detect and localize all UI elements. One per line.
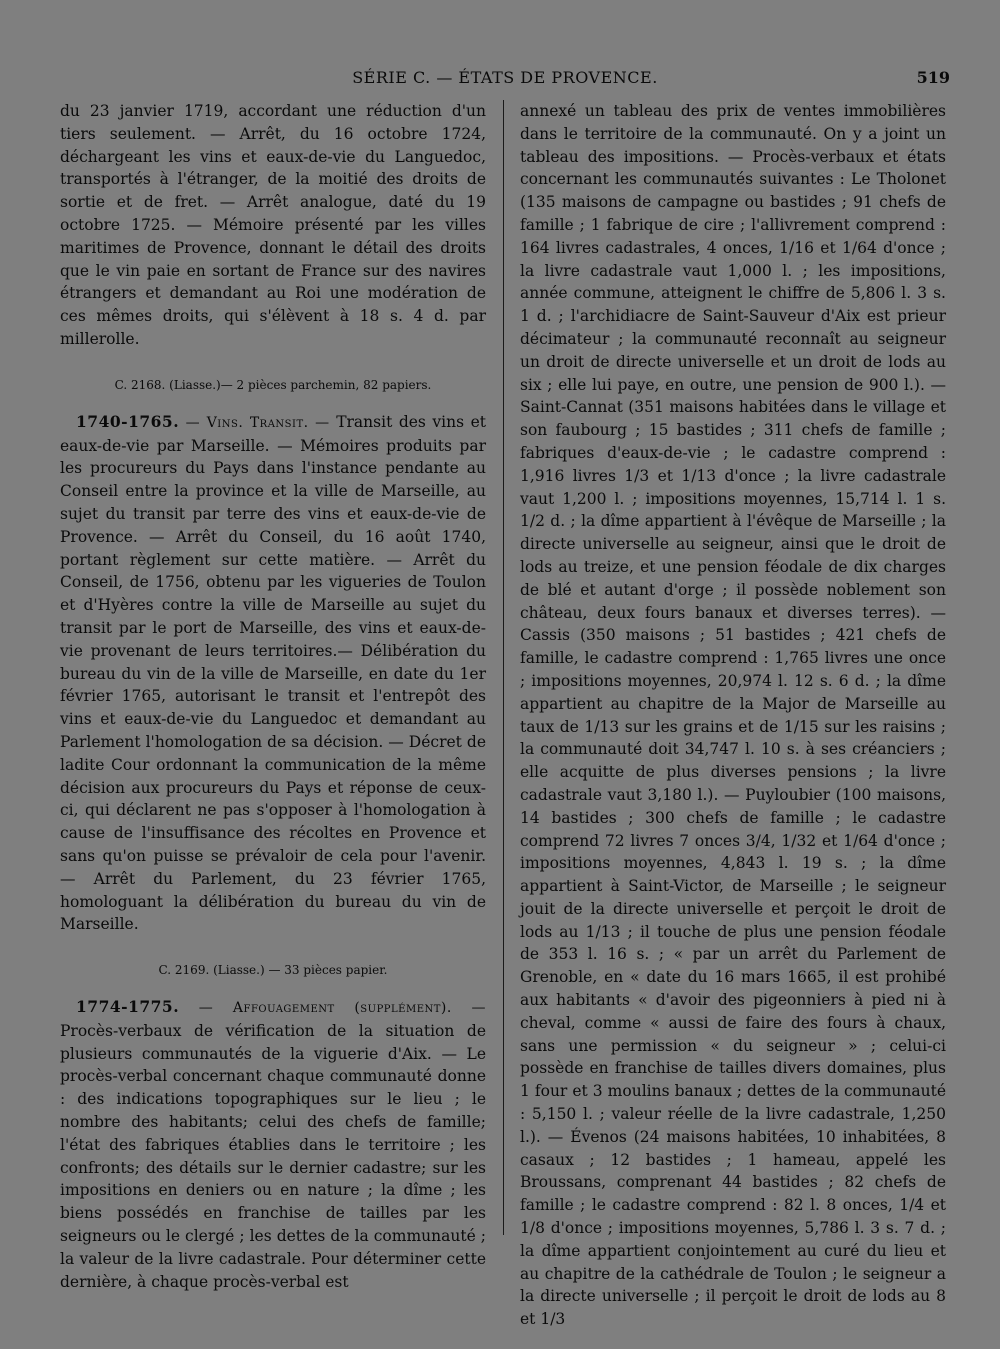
entry-text: Procès-verbaux de vérification de la situation de plusieurs communautés de la viguerie d'Aix. — Le procès-verbal concernant chaque communauté donne : des indications topographiques sur le lieu ; le nombre des habitants; celui des chefs de famille; l'état des fabriques établies dans le territoire ; les confronts; des détails sur le dernier cadastre; sur les impositions en deniers ou en nature ; la dîme ; les biens possédés en franchise de tailles par les seigneurs ou le clergé ; les dettes de la communauté ; la valeur de la livre cadastrale. Pour déterminer cette dernière, à chaque procès-verbal est <box>60 1021 486 1291</box>
entry-title: — Affouagement (supplément). — <box>198 1000 486 1017</box>
entry-title: — Vins. Transit. — <box>185 414 330 431</box>
page-header <box>60 68 950 96</box>
left-column <box>60 100 486 1293</box>
entry-paragraph <box>60 996 486 1293</box>
column-divider <box>503 100 504 1235</box>
continued-paragraph: annexé un tableau des prix de ventes immobilières dans le territoire de la communauté. On y a joint un tableau des impositions. — Procès-verbaux et états concernant les communautés suivantes : Le Tholonet (135 maisons de campagne ou bastides ; 91 chefs de famille ; 1 fabrique de cire ; l'allivrement comprend : 164 livres cadastrales, 4 onces, 1/16 et 1/64 d'once ; la livre cadastrale vaut 1,000 l. ; les impositions, année commune, atteignent le chiffre de 5,806 l. 3 s. 1 d. ; l'archidiacre de Saint-Sauveur d'Aix est prieur décimateur ; la communauté reconnaît au seigneur un droit de directe universelle et un droit de lods au six ; elle lui paye, en outre, une pension de 900 l.). — Saint-Cannat (351 maisons habitées dans le village et son faubourg ; 15 bastides ; 311 chefs de famille ; fabriques d'eaux-de-vie ; le cadastre comprend : 1,916 livres 1/3 et 1/13 d'once ; la livre cadastrale vaut 1,200 l. ; impositions moyennes, 15,714 l. 1 s. 1/2 d. ; la dîme appartient à l'évêque de Marseille ; la directe universelle au seigneur, ainsi que le droit de lods au treize, et une pension féodale de dix charges de blé et autant d'orge ; il possède noblement son château, deux fours banaux et diverses terres). — Cassis (350 maisons ; 51 bastides ; 421 chefs de famille, le cadastre comprend : 1,765 livres une once ; impositions moyennes, 20,974 l. 12 s. 6 d. ; la dîme appartient au chapitre de la Major de Marseille au taux de 1/13 sur les grains et de 1/15 sur les raisins ; la communauté doit 34,747 l. 10 s. à ses créanciers ; elle acquitte de plus diverses pensions ; la livre cadastrale vaut 3,180 l.). — Puyloubier (100 maisons, 14 bastides ; 300 chefs de famille ; le cadastre comprend 72 livres 7 onces 3/4, 1/32 et 1/64 d'once ; impositions moyennes, 4,843 l. 19 s. ; la dîme appartient à Saint-Victor, de Marseille ; le seigneur jouit de la directe universelle et perçoit le droit de lods au 1/13 ; il touche de plus une pension féodale de 353 l. 16 s. ; « par un arrêt du Parlement de Grenoble, en « date du 16 mars 1665, il est prohibé aux habitants « d'avoir des pigeonniers à pied ni à cheval, comme « aussi de faire des fours à chaux, sans une permission « du seigneur » ; celui-ci possède en franchise de tailles divers domaines, plus 1 four et 3 moulins banaux ; dettes de la communauté : 5,150 l. ; valeur réelle de la livre cadastrale, 1,250 l.). — Évenos (24 maisons habitées, 10 inhabitées, 8 casaux ; 12 bastides ; 1 hameau, appelé les Broussans, comprenant 44 bastides ; 82 chefs de famille ; le cadastre comprend : 82 l. 8 onces, 1/4 et 1/8 d'once ; impositions moyennes, 5,786 l. 3 s. 7 d. ; la dîme appartient conjointement au curé du lieu et au chapitre de la cathédrale de Toulon ; le seigneur a la directe universelle ; il perçoit le droit de lods au 8 et 1/3 <box>520 102 946 1329</box>
running-title: SÉRIE C. — ÉTATS DE PROVENCE. <box>352 68 658 87</box>
archive-reference: C. 2168. (Liasse.)— 2 pièces parchemin, 82 papiers. <box>114 377 432 392</box>
entry-1774-1775 <box>60 996 486 1293</box>
entry-text: Transit des vins et eaux-de-vie par Marseille. — Mémoires produits par les procureurs du Pays dans l'instance pendante au Conseil entre la province et la ville de Marseille, au sujet du transit par terre des vins et eaux-de-vie de Provence. — Arrêt du Conseil, du 16 août 1740, portant règlement sur cette matière. — Arrêt du Conseil, de 1756, obtenu par les vigueries de Toulon et d'Hyères contre la ville de Marseille au sujet du transit par le port de Marseille, des vins et eaux-de-vie provenant de leurs territoires.— Délibération du bureau du vin de la ville de Marseille, en date du 1er février 1765, autorisant le transit et l'entrepôt des vins et eaux-de-vie du Languedoc et demandant au Parlement l'homologation de sa décision. — Décret de ladite Cour ordonnant la communication de la même décision aux procureurs du Pays et réponse de ceux-ci, qui déclarent ne pas s'opposer à l'homologation à cause de l'insuffisance des récoltes en Provence et sans qu'on puisse se prévaloir de cela pour l'avenir. — Arrêt du Parlement, du 23 février 1765, homologuant la délibération du bureau du vin de Marseille. <box>60 412 486 934</box>
entry-date: 1740-1765. <box>76 411 180 431</box>
right-column <box>520 100 946 1331</box>
page-number: 519 <box>916 68 950 87</box>
entry-paragraph <box>60 411 486 936</box>
continued-paragraph: du 23 janvier 1719, accordant une réduction d'un tiers seulement. — Arrêt, du 16 octobre 1724, déchargeant les vins et eaux-de-vie du Languedoc, transportés à l'étranger, de la moitié des droits de sortie et de fret. — Arrêt analogue, daté du 19 octobre 1725. — Mémoire présenté par les villes maritimes de Provence, donnant le détail des droits que le vin paie en sortant de France sur des navires étrangers et demandant au Roi une modération de ces mêmes droits, qui s'élèvent à 18 s. 4 d. par millerolle. <box>60 102 486 348</box>
entry-1740-1765 <box>60 411 486 936</box>
archive-reference: C. 2169. (Liasse.) — 33 pièces papier. <box>158 963 388 978</box>
entry-date: 1774-1775. <box>76 997 180 1017</box>
